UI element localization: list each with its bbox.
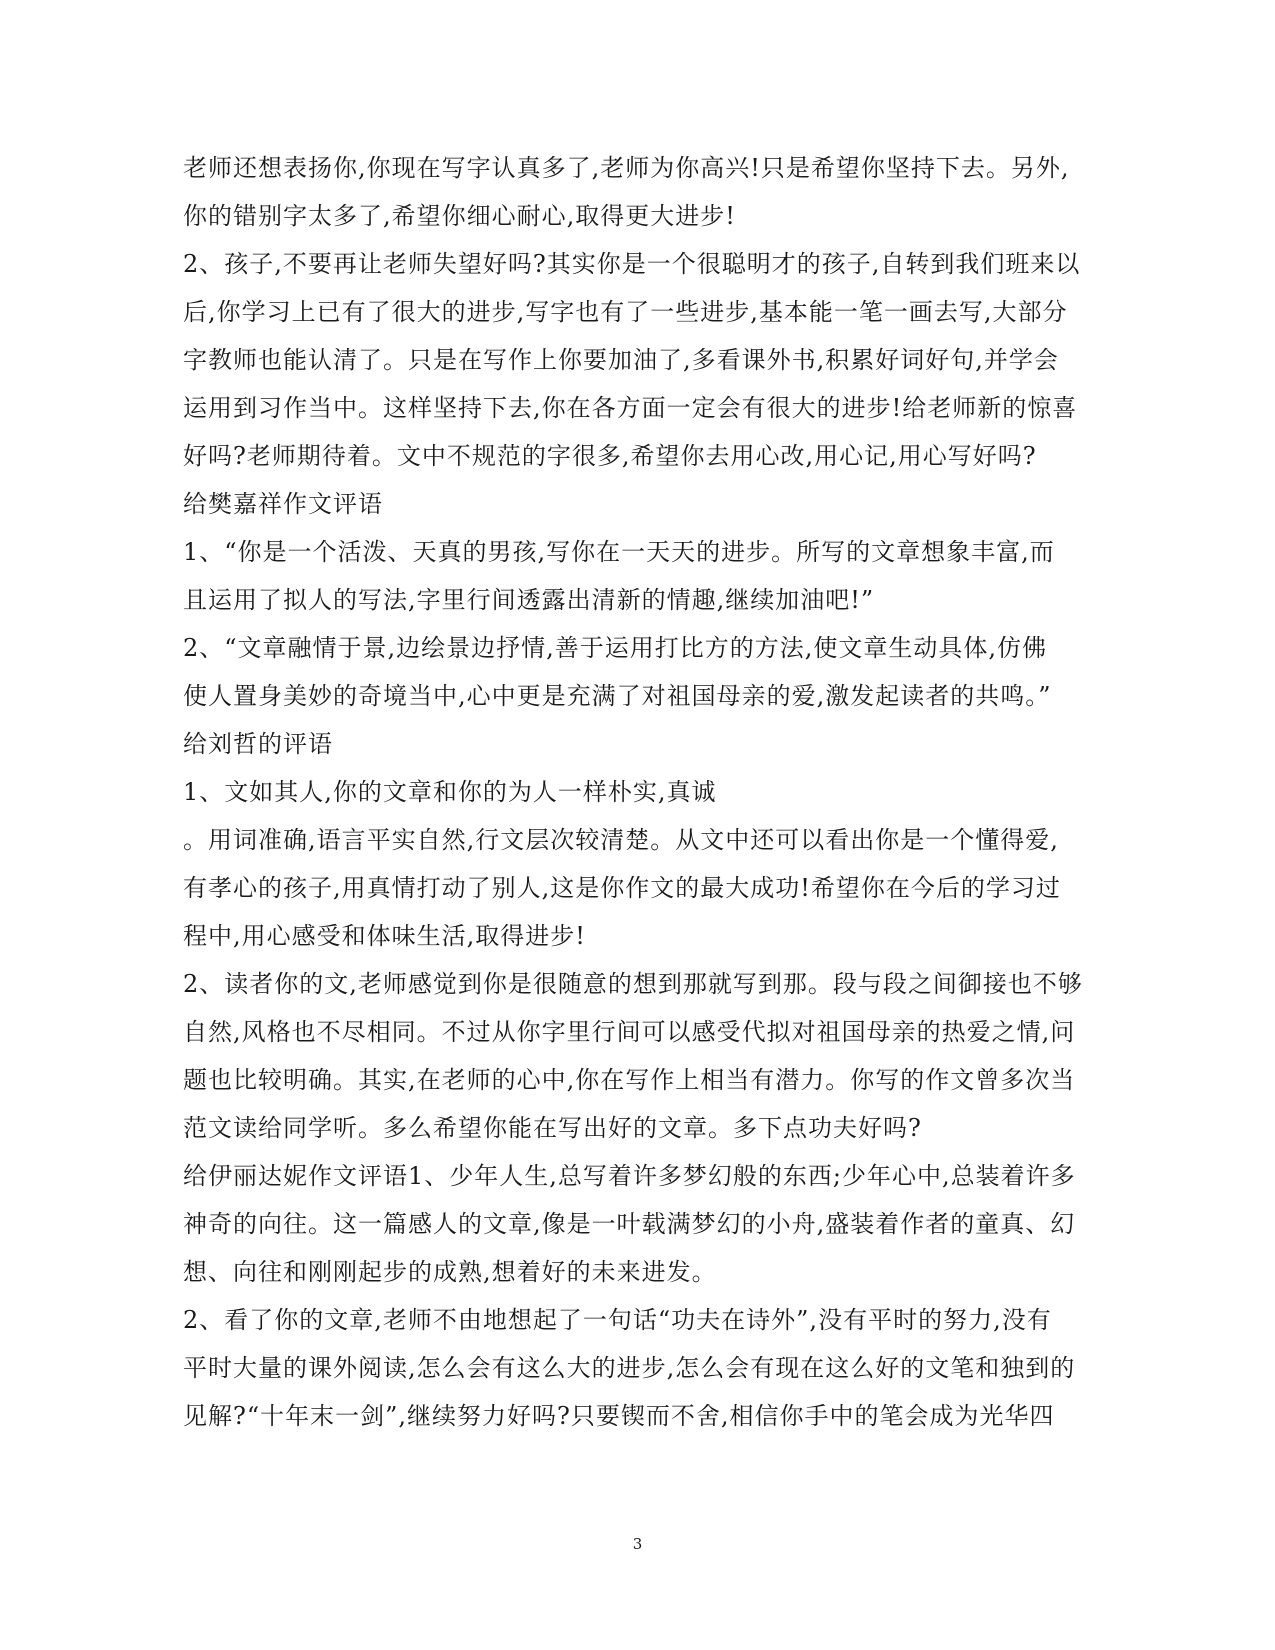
text-line: 题也比较明确。其实,在老师的心中,你在写作上相当有潜力。你写的作文曾多次当	[183, 1066, 1076, 1094]
text-line: 有孝心的孩子,用真情打动了别人,这是你作文的最大成功!希望你在今后的学习过	[183, 874, 1061, 902]
text-line: 2、读者你的文,老师感觉到你是很随意的想到那就写到那。段与段之间御接也不够	[183, 970, 1083, 998]
text-line: 后,你学习上已有了很大的进步,写字也有了一些进步,基本能一笔一画去写,大部分	[183, 298, 1068, 326]
text-line: 1、文如其人,你的文章和你的为人一样朴实,真诚	[183, 778, 717, 806]
text-line: 给伊丽达妮作文评语1、少年人生,总写着许多梦幻般的东西;少年心中,总装着许多	[183, 1162, 1076, 1190]
text-line: 想、向往和刚刚起步的成熟,想着好的未来进发。	[183, 1258, 717, 1286]
text-line: 自然,风格也不尽相同。不过从你字里行间可以感受代拟对祖国母亲的热爱之情,问	[183, 1018, 1076, 1046]
text-line: 范文读给同学听。多么希望你能在写出好的文章。多下点功夫好吗?	[183, 1114, 922, 1142]
text-line: 运用到习作当中。这样坚持下去,你在各方面一定会有很大的进步!给老师新的惊喜	[183, 394, 1078, 422]
text-line: 平时大量的课外阅读,怎么会有这么大的进步,怎么会有现在这么好的文笔和独到的	[183, 1354, 1076, 1382]
text-line: 程中,用心感受和体味生活,取得进步!	[183, 922, 586, 950]
text-line: 1、“你是一个活泼、天真的男孩,写你在一天天的进步。所写的文章想象丰富,而	[183, 538, 1055, 566]
section-heading: 给樊嘉祥作文评语	[183, 490, 383, 518]
text-line: 好吗?老师期待着。文中不规范的字很多,希望你去用心改,用心记,用心写好吗?	[183, 442, 1037, 470]
page-number: 3	[632, 1535, 643, 1553]
text-line: 2、孩子,不要再让老师失望好吗?其实你是一个很聪明才的孩子,自转到我们班来以	[183, 250, 1081, 278]
text-line: 字教师也能认清了。只是在写作上你要加油了,多看课外书,积累好词好句,并学会	[183, 346, 1059, 374]
text-line: 神奇的向往。这一篇感人的文章,像是一叶载满梦幻的小舟,盛装着作者的童真、幻	[183, 1210, 1076, 1238]
text-line: 老师还想表扬你,你现在写字认真多了,老师为你高兴!只是希望你坚持下去。另外,	[183, 154, 1070, 182]
text-line: 见解?“十年末一剑”,继续努力好吗?只要锲而不舍,相信你手中的笔会成为光华四	[183, 1402, 1055, 1430]
text-line: 。用词准确,语言平实自然,行文层次较清楚。从文中还可以看出你是一个懂得爱,	[183, 826, 1059, 854]
text-line: 且运用了拟人的写法,字里行间透露出清新的情趣,继续加油吧!”	[183, 586, 875, 614]
text-line: 2、“文章融情于景,边绘景边抒情,善于运用打比方的方法,使文章生动具体,仿佛	[183, 634, 1048, 662]
section-heading: 给刘哲的评语	[183, 730, 333, 758]
text-line: 2、看了你的文章,老师不由地想起了一句话“功夫在诗外”,没有平时的努力,没有	[183, 1306, 1052, 1334]
text-line: 你的错别字太多了,希望你细心耐心,取得更大进步!	[183, 202, 736, 230]
text-line: 使人置身美妙的奇境当中,心中更是充满了对祖国母亲的爱,激发起读者的共鸣。”	[183, 682, 1052, 710]
